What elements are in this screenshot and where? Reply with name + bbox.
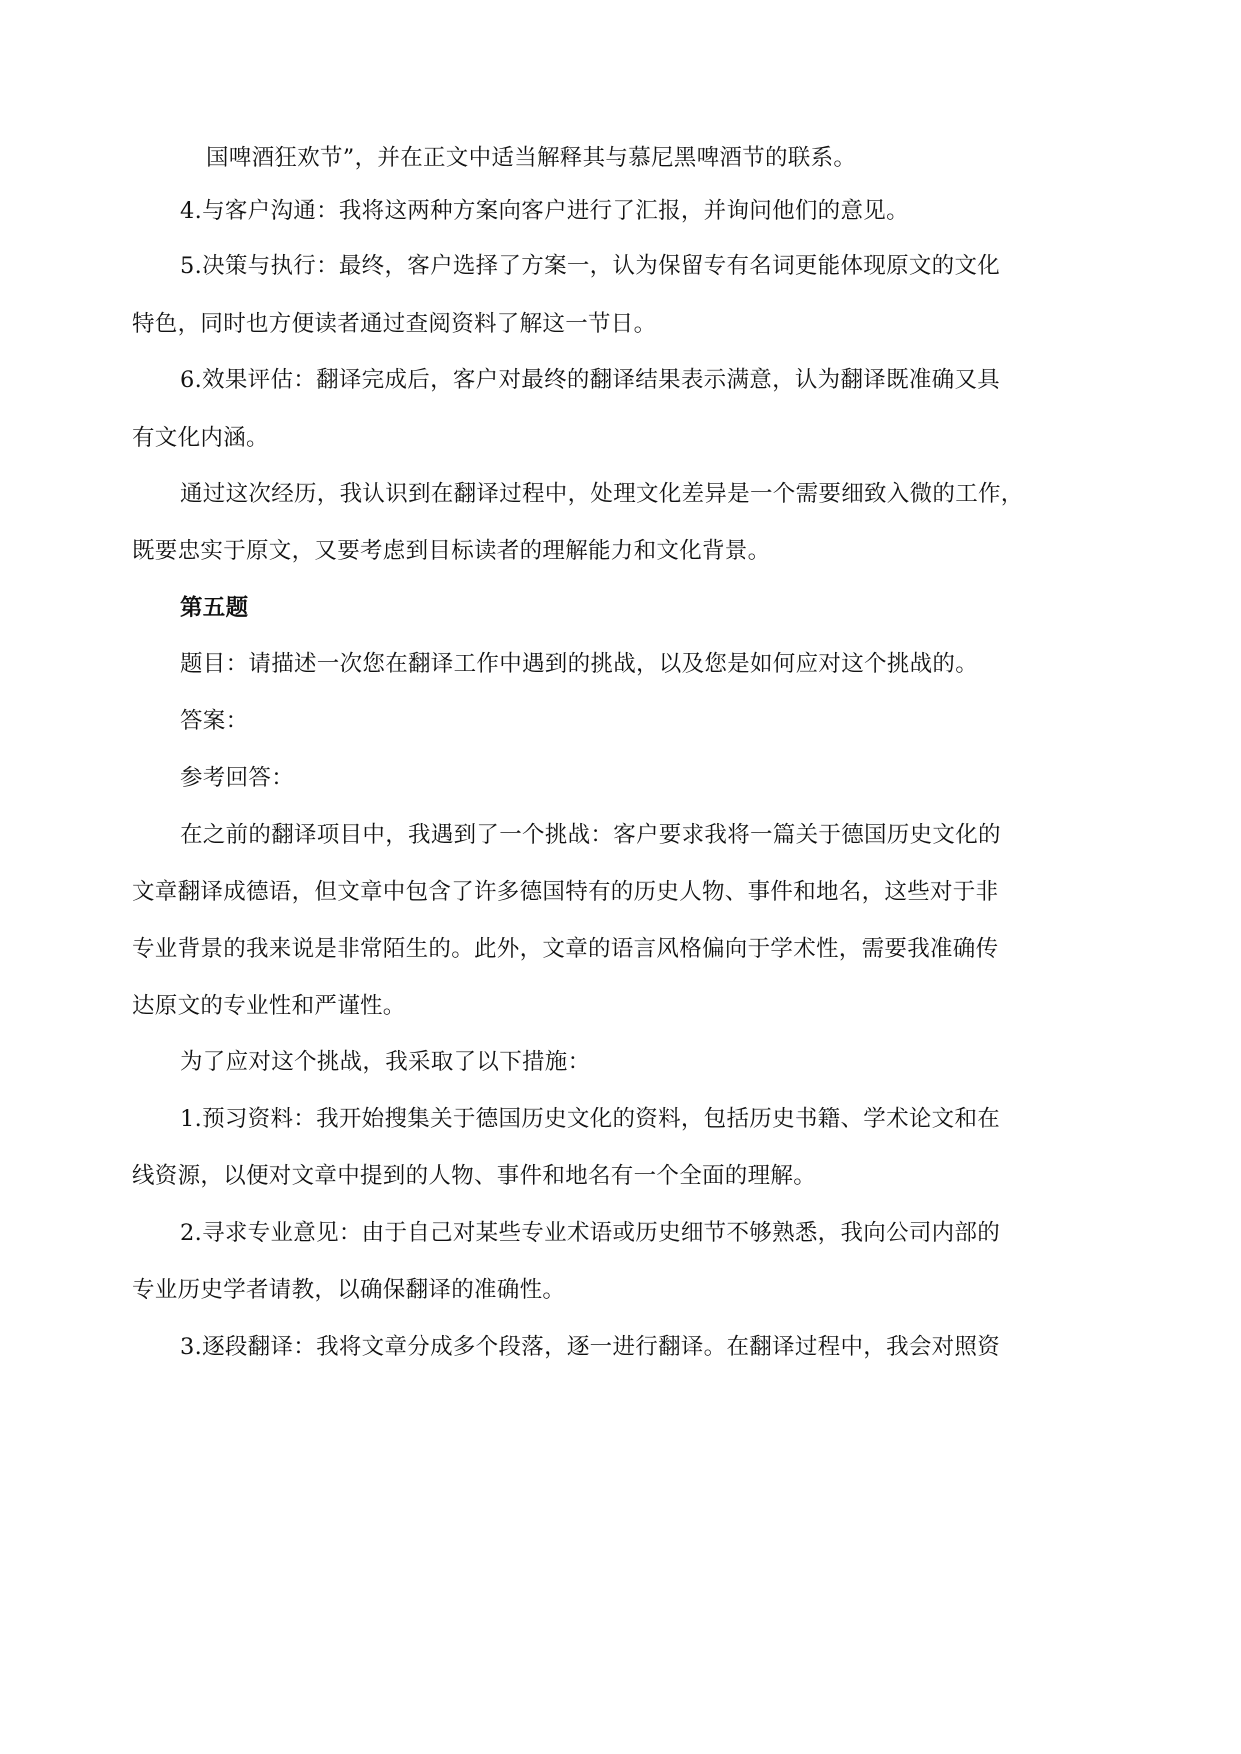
paragraph-line: 文章翻译成德语，但文章中包含了许多德国特有的历史人物、事件和地名，这些对于非 xyxy=(132,879,999,905)
paragraph-line: 2.寻求专业意见：由于自己对某些专业术语或历史细节不够熟悉，我向公司内部的 xyxy=(180,1220,1001,1246)
paragraph-line: 3.逐段翻译：我将文章分成多个段落，逐一进行翻译。在翻译过程中，我会对照资 xyxy=(180,1334,1001,1360)
paragraph-line: 1.预习资料：我开始搜集关于德国历史文化的资料，包括历史书籍、学术论文和在 xyxy=(180,1106,1001,1132)
paragraph-line: 有文化内涵。 xyxy=(132,425,269,451)
paragraph-line: 专业背景的我来说是非常陌生的。此外，文章的语言风格偏向于学术性，需要我准确传 xyxy=(132,936,999,962)
paragraph-line: 线资源，以便对文章中提到的人物、事件和地名有一个全面的理解。 xyxy=(132,1163,817,1189)
paragraph-line: 特色，同时也方便读者通过查阅资料了解这一节日。 xyxy=(132,311,657,337)
paragraph-line: 4.与客户沟通：我将这两种方案向客户进行了汇报，并询问他们的意见。 xyxy=(180,198,909,224)
paragraph-line: 国啤酒狂欢节”，并在正文中适当解释其与慕尼黑啤酒节的联系。 xyxy=(206,145,857,171)
paragraph-line: 在之前的翻译项目中，我遇到了一个挑战：客户要求我将一篇关于德国历史文化的 xyxy=(180,822,1001,848)
paragraph-line: 专业历史学者请教，以确保翻译的准确性。 xyxy=(132,1277,566,1303)
reference-label: 参考回答： xyxy=(180,765,295,791)
question-line: 题目：请描述一次您在翻译工作中遇到的挑战，以及您是如何应对这个挑战的。 xyxy=(180,651,979,677)
paragraph-line: 通过这次经历，我认识到在翻译过程中，处理文化差异是一个需要细致入微的工作， xyxy=(180,481,1024,507)
answer-label: 答案： xyxy=(180,708,249,734)
paragraph-line: 达原文的专业性和严谨性。 xyxy=(132,993,406,1019)
paragraph-line: 为了应对这个挑战，我采取了以下措施： xyxy=(180,1049,591,1075)
paragraph-line: 5.决策与执行：最终，客户选择了方案一，认为保留专有名词更能体现原文的文化 xyxy=(180,253,1001,279)
paragraph-line: 既要忠实于原文，又要考虑到目标读者的理解能力和文化背景。 xyxy=(132,538,771,564)
paragraph-line: 6.效果评估：翻译完成后，客户对最终的翻译结果表示满意，认为翻译既准确又具 xyxy=(180,367,1001,393)
section-heading: 第五题 xyxy=(180,595,249,621)
